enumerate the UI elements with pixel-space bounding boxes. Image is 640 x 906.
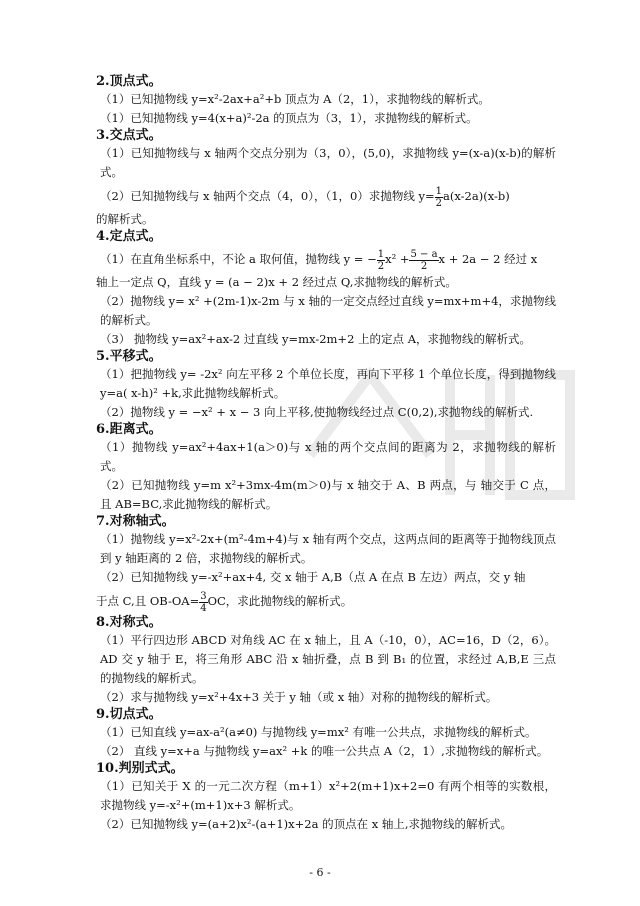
problem-text: （1）已知抛物线 y=x²-2ax+a²+b 顶点为 A（2，1），求抛物线的解析式。 (100, 92, 490, 106)
section-heading: 2.顶点式。 (96, 74, 162, 89)
text-run: OC，求此抛物线的解析式。 (207, 594, 353, 608)
text-run: a(x-2a)(x-b) (443, 189, 510, 203)
section-heading: 10.判别式式。 (96, 761, 184, 776)
text-run: （2）已知抛物线与 x 轴两个交点（4，0），（1，0）求抛物线 y= (100, 189, 435, 203)
text-run: x² + (385, 252, 410, 266)
problem-text: （2）已知抛物线 y=m x²+3mx-4m(m＞0)与 x 轴交于 A、B 两点，与 轴交于 C 点，且 AB=BC,求此抛物线的解析式。 (100, 478, 556, 511)
problem-text (96, 587, 556, 615)
fraction (435, 186, 443, 209)
problem-text: （2）已知抛物线 y=-x²+ax+4, 交 x 轴于 A,B（点 A 在点 B 左边）两点，交 y 轴 (100, 570, 526, 584)
problem-text: （2）抛物线 y = −x² + x − 3 向上平移,使抛物线经过点 C(0,2),求抛物线的解析式. (100, 405, 534, 419)
section-heading: 3.交点式。 (96, 128, 162, 143)
page-number: - 6 - (309, 866, 331, 879)
problem-text: （1）已知直线 y=ax-a²(a≠0) 与抛物线 y=mx² 有唯一公共点，求抛物线的解析式。 (100, 725, 537, 739)
fraction-denominator: 4 (200, 602, 207, 614)
text-run: x + 2a − 2 经过 x (438, 252, 538, 266)
problem-text: （1）把抛物线 y= -2x² 向左平移 2 个单位长度，再向下平移 1 个单位长度，得到抛物线 y=a( x-h)² +k,求此抛物线解析式。 (100, 367, 556, 400)
section-heading: 5.平移式。 (96, 349, 162, 364)
problem-text: （1）平行四边形 ABCD 对角线 AC 在 x 轴上，且 A（-10，0），AC=16，D（2，6）。AD 交 y 轴于 E，将三角形 ABC 沿 x 轴折叠，点 B 到 B₁ 的位置，求经过 A,B,E 三点的抛物线的解析式。 (100, 633, 556, 685)
problem-text: （2）求与抛物线 y=x²+4x+3 关于 y 轴（或 x 轴）对称的抛物线的解析式。 (100, 690, 498, 704)
problem-text: （1）抛物线 y=ax²+4ax+1(a＞0)与 x 轴的两个交点间的距离为 2，求抛物线的解析式。 (100, 440, 556, 473)
fraction-numerator: 1 (435, 185, 443, 197)
problem-text: （1）已知关于 X 的一元二次方程（m+1）x²+2(m+1)x+2=0 有两个相等的实数根，求抛物线 y=-x²+(m+1)x+3 解析式。 (100, 779, 556, 812)
problem-text: 轴上一定点 Q，直线 y = (a − 2)x + 2 经过点 Q,求抛物线的解析式。 (96, 275, 457, 289)
section-heading: 6.距离式。 (96, 422, 162, 437)
document-body (96, 74, 556, 834)
problem-text: 的解析式。 (96, 212, 154, 226)
fraction-numerator: 3 (200, 590, 207, 602)
section-heading: 9.切点式。 (96, 707, 162, 722)
fraction-numerator: 1 (377, 248, 385, 260)
problem-text: （1）抛物线 y=x²-2x+(m²-4m+4)与 x 轴有两个交点，这两点间的距离等于抛物线顶点到 y 轴距离的 2 倍，求抛物线的解析式。 (100, 532, 556, 565)
problem-text: （2） 直线 y=x+a 与抛物线 y=ax² +k 的唯一公共点 A（2，1）,求抛物线的解析式。 (100, 744, 549, 758)
problem-text: （1）已知抛物线 y=4(x+a)²-2a 的顶点为（3，1），求抛物线的解析式。 (100, 111, 478, 125)
problem-text (96, 182, 556, 210)
section-heading: 4.定点式。 (96, 229, 162, 244)
problem-text: （2）已知抛物线 y=(a+2)x²-(a+1)x+2a 的顶点在 x 轴上,求抛物线的解析式。 (100, 817, 513, 831)
section-heading: 7.对称轴式。 (96, 514, 175, 529)
problem-text (96, 245, 556, 273)
problem-text: （3） 抛物线 y=ax²+ax-2 过直线 y=mx-2m+2 上的定点 A，求抛物线的解析式。 (100, 332, 531, 346)
problem-text: （1）已知抛物线与 x 轴两个交点分别为（3，0），(5,0)，求抛物线 y=(x-a)(x-b)的解析式。 (100, 146, 556, 179)
fraction-denominator: 2 (435, 197, 443, 209)
fraction-denominator: 2 (420, 260, 428, 272)
problem-text: （2）抛物线 y= x² +(2m-1)x-2m 与 x 轴的一定交点经过直线 y=mx+m+4，求抛物线的解析式。 (100, 294, 556, 327)
fraction (409, 249, 438, 272)
section-heading: 8.对称式。 (96, 615, 162, 630)
fraction (377, 249, 385, 272)
text-run: （1）在直角坐标系中，不论 a 取何值，抛物线 y = − (100, 252, 377, 266)
fraction-denominator: 2 (377, 260, 385, 272)
fraction-numerator: 5 − a (410, 248, 438, 260)
fraction (199, 591, 207, 614)
text-run: 于点 C,且 OB-OA= (96, 594, 200, 608)
